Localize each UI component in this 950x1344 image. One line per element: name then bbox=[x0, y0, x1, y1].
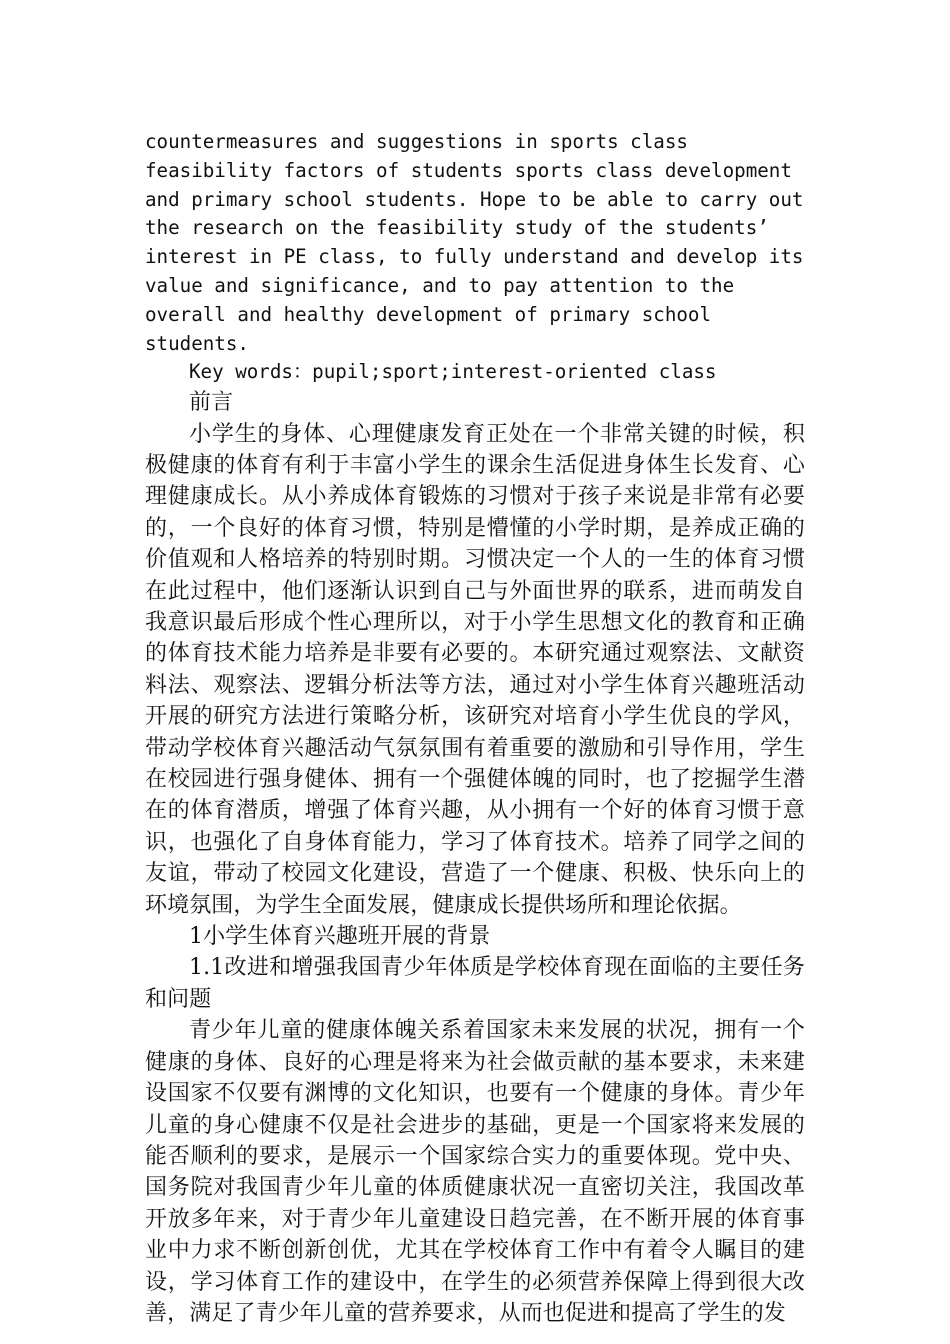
preface-paragraph: 小学生的身体、心理健康发育正处在一个非常关键的时候，积极健康的体育有利于丰富小学生的课余生活促进身体生长发育、心理健康成长。从小养成体育锻炼的习惯对于孩子来说是非常有必要的，一个良好的体育习惯，特别是懵懂的小学时期，是养成正确的价值观和人格培养的特别时期。习惯决定一个人的一生的体育习惯在此过程中，他们逐渐认识到自己与外面世界的联系，进而萌发自我意识最后形成个性心理所以，对于小学生思想文化的教育和正确的体育技术能力培养是非要有必要的。本研究通过观察法、文献资料法、观察法、逻辑分析法等方法，通过对小学生体育兴趣班活动开展的研究方法进行策略分析，该研究对培育小学生优良的学风，带动学校体育兴趣活动气氛氛围有着重要的激励和引导作用，学生在校园进行强身健体、拥有一个强健体魄的同时，也了挖掘学生潜在的体育潜质，增强了体育兴趣，从小拥有一个好的体育习惯于意识，也强化了自身体育能力，学习了体育技术。培养了同学之间的友谊，带动了校园文化建设，营造了一个健康、积极、快乐向上的环境氛围，为学生全面发展，健康成长提供场所和理论依据。 bbox=[145, 421, 805, 918]
keywords-line: Key words：pupil;sport;interest-oriented class bbox=[189, 360, 717, 384]
section-1-heading: 1小学生体育兴趣班开展的背景 bbox=[189, 924, 491, 950]
abstract-paragraph: countermeasures and suggestions in sports class feasibility factors of students sports class development and primary school students. Hope to be able to carry out the research on the feasibility study of the students’ interest in PE class, to fully understand and develop its value and significance, and to pay attention to the overall and healthy development of primary school students. bbox=[145, 130, 816, 355]
section-1-1-heading: 1.1改进和增强我国青少年体质是学校体育现在面临的主要任务和问题 bbox=[145, 955, 805, 1012]
preface-heading: 前言 bbox=[189, 390, 234, 416]
document-page bbox=[145, 128, 816, 1329]
section-1-1-paragraph: 青少年儿童的健康体魄关系着国家未来发展的状况，拥有一个健康的身体、良好的心理是将来为社会做贡献的基本要求，未来建设国家不仅要有渊博的文化知识，也要有一个健康的身体。青少年儿童的身心健康不仅是社会进步的基础，更是一个国家将来发展的能否顺利的要求，是展示一个国家综合实力的重要体现。党中央、国务院对我国青少年儿童的体质健康状况一直密切关注，我国改革开放多年来，对于青少年儿童建设日趋完善，在不断开展的体育事业中力求不断创新创优，尤其在学校体育工作中有着令人瞩目的建设，学习体育工作的建设中，在学生的必须营养保障上得到很大改善，满足了青少年儿童的营养要求，从而也促进和提高了学生的发 bbox=[145, 1018, 805, 1326]
